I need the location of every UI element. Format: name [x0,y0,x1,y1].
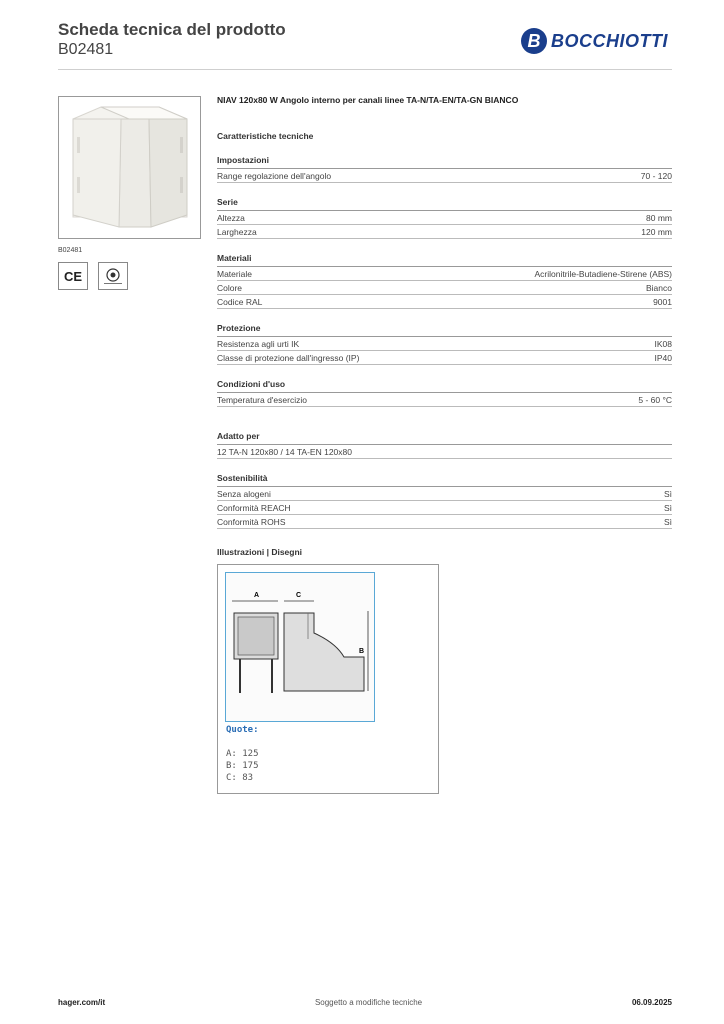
spec-label: Altezza [217,213,245,223]
spec-label: 12 TA-N 120x80 / 14 TA-EN 120x80 [217,447,352,457]
spec-row [217,211,672,225]
section-title: Serie [217,197,672,211]
spec-value: Bianco [646,283,672,293]
spec-label: Range regolazione dell'angolo [217,171,332,181]
dim-label-b: B [359,648,365,655]
spec-row [217,351,672,365]
spec-value: 70 - 120 [640,171,672,181]
tech-characteristics-title: Caratteristiche tecniche [217,131,314,141]
spec-row [217,225,672,239]
spec-value: 5 - 60 °C [638,395,672,405]
footer-date: 06.09.2025 [631,998,672,1007]
spec-value: Acrilonitrile-Butadiene-Stirene (ABS) [534,269,672,279]
spec-label: Materiale [217,269,252,279]
spec-row [217,515,672,529]
spec-label: Colore [217,283,243,293]
image-caption: B02481 [58,247,83,254]
quality-mark-icon [98,262,128,290]
header-divider [58,69,672,70]
dim-label-a: A [254,592,260,599]
technical-drawing-box [217,564,439,794]
footer-note: Soggetto a modifiche tecniche [314,998,423,1007]
product-code: B02481 [58,41,114,58]
section-serie [217,197,672,239]
spec-label: Larghezza [217,227,257,237]
certifications [58,262,201,290]
spec-label: Senza alogeni [217,489,271,499]
section-title: Impostazioni [217,155,672,169]
spec-value: 120 mm [641,227,672,237]
quality-seal-text-icon [104,282,122,285]
section-protezione [217,323,672,365]
quote-line: A: 125 [226,749,259,759]
section-title: Sostenibilità [217,473,672,487]
spec-value: Sì [663,517,672,527]
spec-label: Conformità REACH [217,503,291,513]
section-materiali [217,253,672,309]
technical-drawing [225,572,375,722]
spec-label: Codice RAL [217,297,263,307]
page-footer [58,998,672,1007]
left-column [58,96,201,290]
footer-website-link[interactable]: hager.com/it [58,998,106,1007]
section-title: Condizioni d'uso [217,379,672,393]
spec-row [217,337,672,351]
brand-logo [521,28,668,54]
quote-line: C: 83 [226,773,254,783]
spec-row [217,445,672,459]
illustrations-title: Illustrazioni | Disegni [217,547,303,557]
logo-text: BOCCHIOTTI [551,30,668,51]
section-title: Adatto per [217,431,672,445]
spec-row [217,267,672,281]
main-content [217,95,672,794]
spec-row [217,295,672,309]
quotes-title: Quote: [226,725,259,735]
product-title: NIAV 120x80 W Angolo interno per canali linee TA-N/TA-EN/TA-GN BIANCO [217,95,519,105]
product-image [58,96,201,239]
spec-value: Sì [663,489,672,499]
illustrations-section [217,547,672,794]
section-impostazioni [217,155,672,183]
quote-line: B: 175 [226,761,259,771]
section-condizioni-uso [217,379,672,407]
page-title: Scheda tecnica del prodotto [58,20,286,39]
spec-value: IK08 [654,339,672,349]
section-title: Materiali [217,253,672,267]
spec-value: 9001 [653,297,672,307]
spec-label: Classe di protezione dall'ingresso (IP) [217,353,360,363]
spec-row [217,487,672,501]
section-sostenibilita [217,473,672,529]
product-photo-icon [59,97,200,238]
section-adatto-per [217,431,672,459]
logo-mark-icon: B [521,28,547,54]
section-title: Protezione [217,323,672,337]
spec-value: 80 mm [646,213,672,223]
spec-label: Temperatura d'esercizio [217,395,307,405]
page-header [58,20,672,70]
spec-row [217,393,672,407]
spec-value: Sì [663,503,672,513]
spec-row [217,169,672,183]
spec-value: IP40 [654,353,672,363]
dimension-drawing-icon [226,573,374,721]
ce-mark-icon: CE [58,262,88,290]
quality-seal-icon [106,268,120,282]
spec-row [217,281,672,295]
spec-row [217,501,672,515]
spec-label: Resistenza agli urti IK [217,339,300,349]
dim-label-c: C [296,592,302,599]
spec-label: Conformità ROHS [217,517,286,527]
